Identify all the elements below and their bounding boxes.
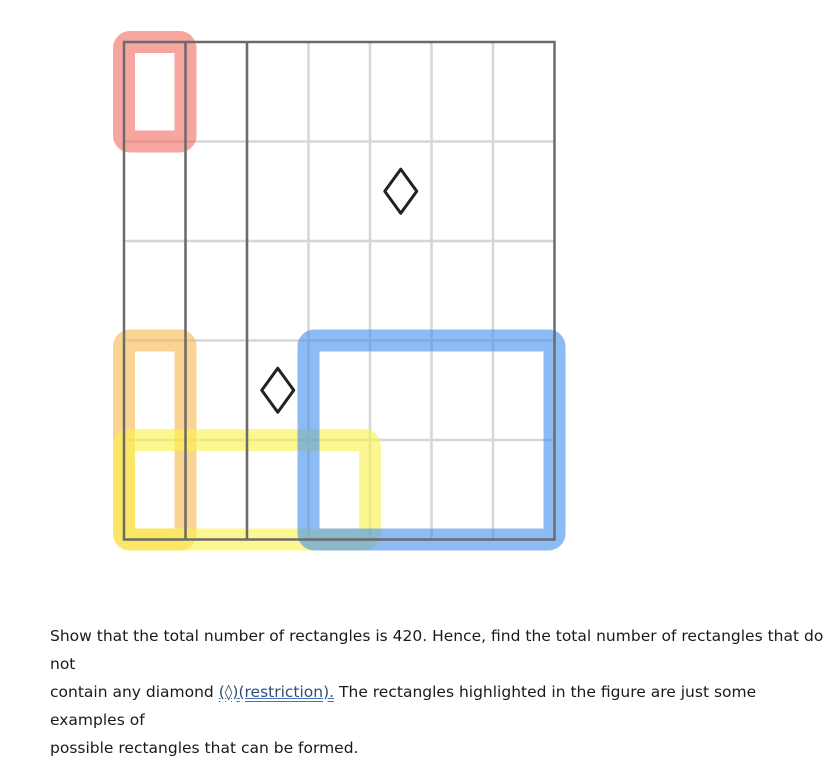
problem-line-2	[50, 678, 830, 734]
highlighted-rectangles	[124, 42, 555, 540]
problem-line-1: Show that the total number of rectangles is 420. Hence, find the total number of rectangles that do not	[50, 627, 824, 673]
problem-statement	[50, 622, 830, 762]
highlight-red-rect	[124, 42, 186, 142]
problem-line-3: possible rectangles that can be formed.	[50, 739, 359, 757]
diamond-markers	[262, 169, 417, 412]
problem-line-2-end: The rectangles highlighted in the figure are just some examples of	[50, 683, 757, 729]
diamond-icon	[262, 368, 294, 412]
problem-line-2-start: contain any diamond	[50, 683, 219, 701]
diamond-icon	[385, 169, 417, 213]
restriction-link[interactable]: (◊)(restriction).	[218, 683, 335, 701]
